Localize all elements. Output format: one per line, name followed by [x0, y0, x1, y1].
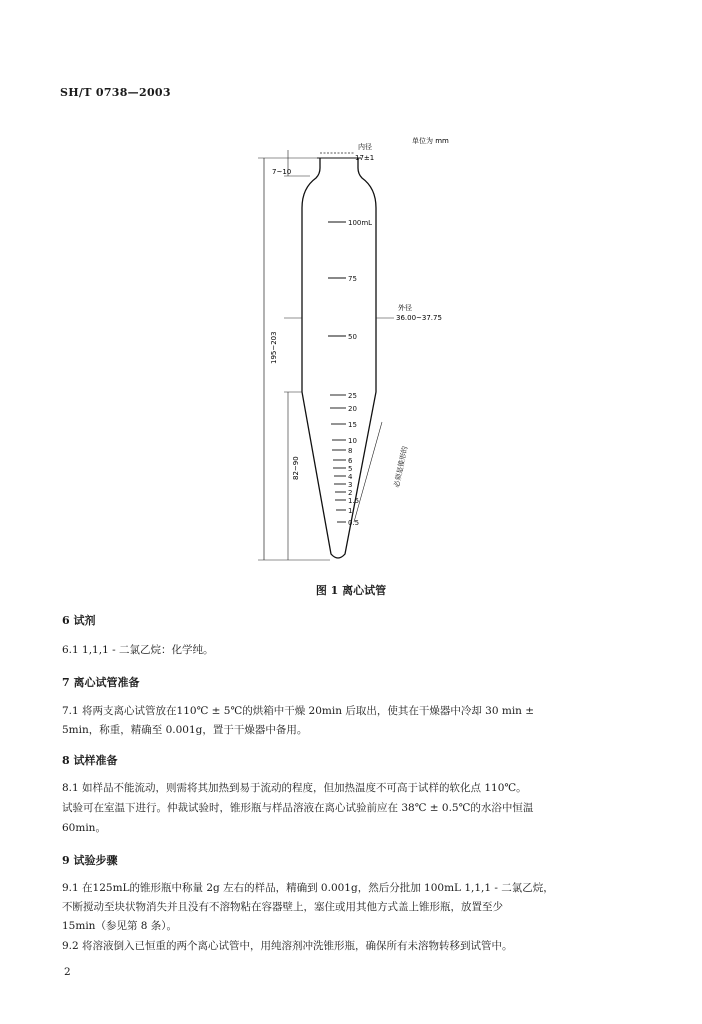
grad-6: 6: [348, 457, 353, 465]
grad-4: 4: [348, 473, 353, 481]
inner-dia-label: 内径: [358, 143, 372, 151]
centrifuge-tube-figure: [180, 130, 520, 570]
grad-2: 2: [348, 489, 353, 497]
top-dim: 7~10: [272, 168, 292, 176]
grad-8: 8: [348, 447, 353, 455]
cone-length-dim: 82~90: [292, 456, 300, 480]
inner-dia-value: 17±1: [355, 154, 375, 162]
section-7-heading: 7 离心试管准备: [62, 676, 140, 689]
standard-code: SH/T 0738—2003: [60, 86, 171, 99]
section-6-heading: 6 试剂: [62, 614, 96, 627]
figure-caption: 图 1 离心试管: [315, 584, 387, 597]
section-9-p1: 9.1 在125mL的锥形瓶中称量 2g 左右的样品，精确到 0.001g，然后分批加 100mL 1,1,1 - 二氯乙烷，: [62, 882, 554, 894]
total-length-dim: 195~203: [270, 331, 278, 364]
grad-5: 5: [348, 465, 353, 473]
grad-75: 75: [348, 275, 357, 283]
section-8-p2: 试验可在室温下进行。仲裁试验时，锥形瓶与样品溶液在离心试验前应在 38℃ ± 0.5℃的水浴中恒温: [62, 802, 534, 814]
section-8-p1: 8.1 如样品不能流动，则需将其加热到易于流动的程度，但加热温度不可高于试样的软化点 110℃。: [62, 782, 527, 794]
tube-outline: [302, 158, 376, 558]
section-8-p3: 60min。: [62, 822, 106, 834]
section-9-p3: 15min（参见第 8 条）。: [62, 920, 178, 932]
section-8-heading: 8 试样准备: [62, 754, 118, 767]
section-7-p2: 5min，称重，精确至 0.001g，置于干燥器中备用。: [62, 724, 308, 736]
outer-dia-value: 36.00~37.75: [396, 314, 442, 322]
grad-20: 20: [348, 405, 357, 413]
grad-0-5: 0.5: [348, 519, 360, 527]
section-6-p1: 6.1 1,1,1 - 二氯乙烷：化学纯。: [62, 644, 214, 656]
grad-100: 100mL: [348, 219, 373, 227]
grad-1-5: 1.5: [348, 497, 360, 505]
grad-50: 50: [348, 333, 357, 341]
grad-25: 25: [348, 392, 357, 400]
grad-10: 10: [348, 437, 357, 445]
section-9-p4: 9.2 将溶液倒入已恒重的两个离心试管中，用纯溶剂冲洗锥形瓶，确保所有未溶物转移到试管中。: [62, 940, 513, 952]
section-9-heading: 9 试验步骤: [62, 854, 118, 867]
section-9-p2: 不断搅动至块状物消失并且没有不溶物粘在容器壁上，塞住或用其他方式盖上锥形瓶，放置至少: [62, 901, 503, 913]
outer-dia-label: 外径: [398, 304, 412, 312]
grad-3: 3: [348, 481, 353, 489]
page-number: 2: [64, 966, 71, 978]
section-7-p1: 7.1 将两支离心试管放在110℃ ± 5℃的烘箱中干燥 20min 后取出，使其在干燥器中冷却 30 min ±: [62, 705, 535, 717]
unit-label: 单位为 mm: [412, 137, 449, 145]
grad-15: 15: [348, 421, 357, 429]
grad-1: 1: [348, 507, 353, 515]
cone-note: 必须是锥形的: [392, 445, 410, 489]
